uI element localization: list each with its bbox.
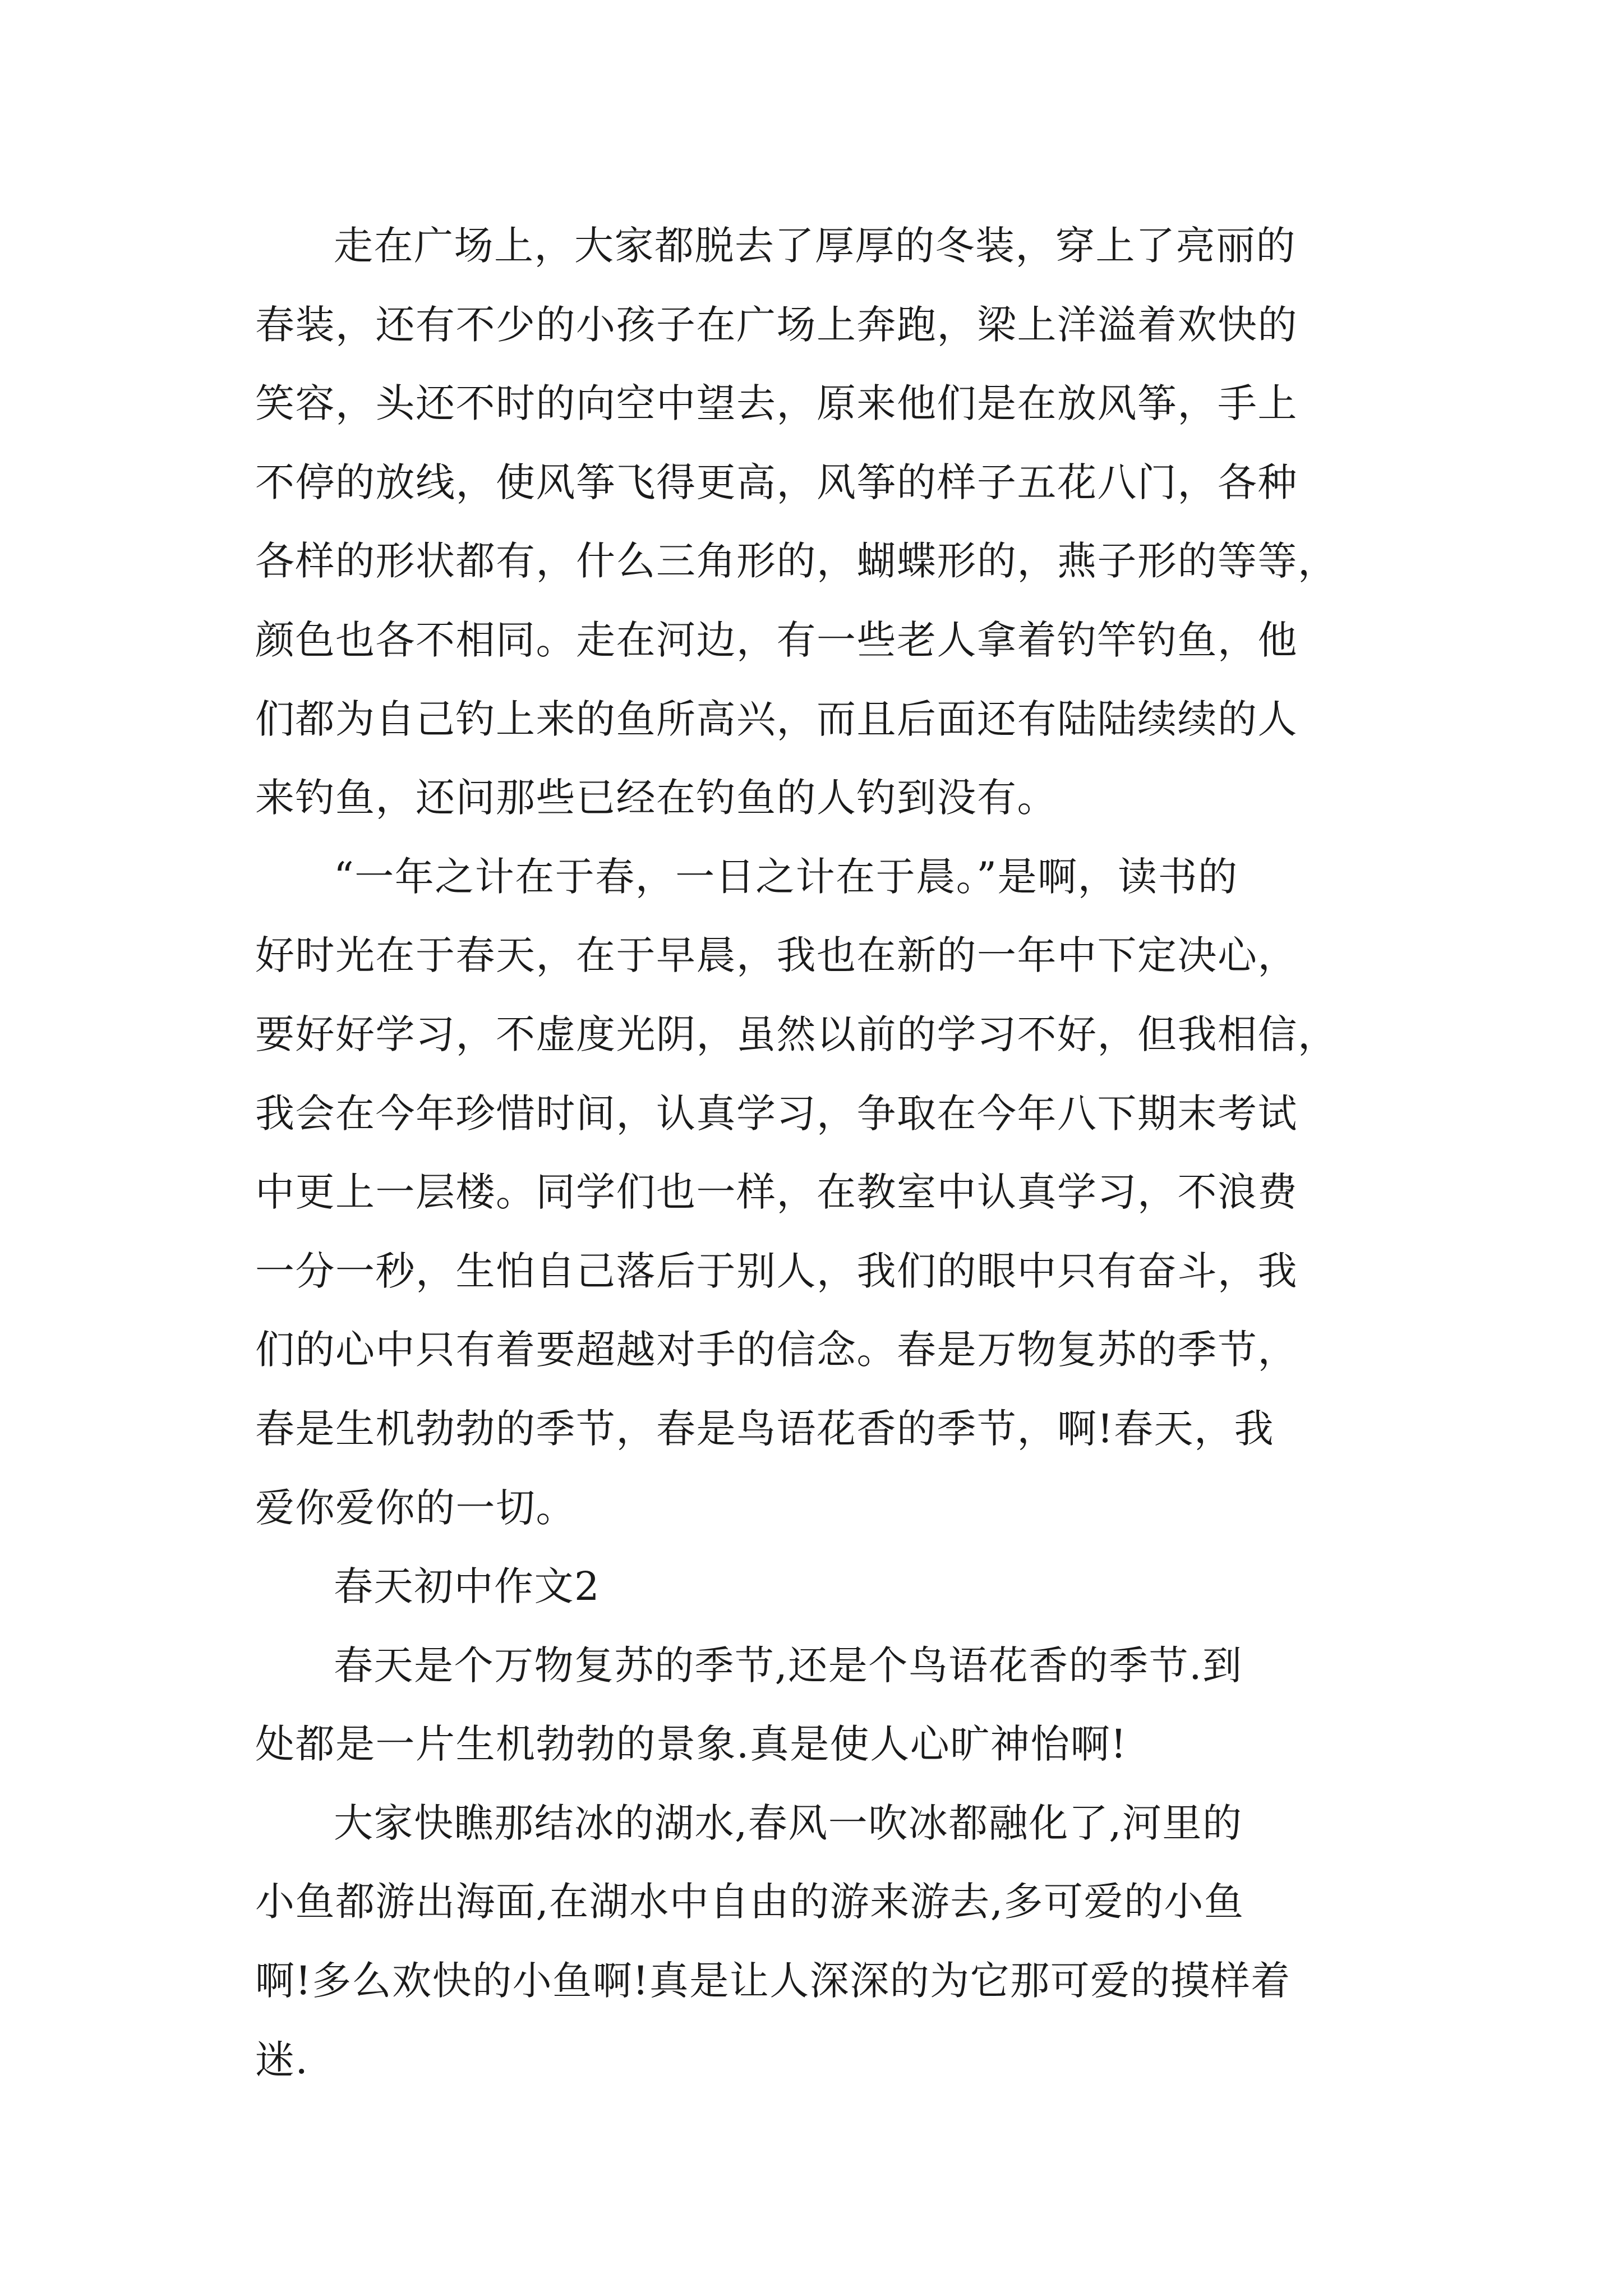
text-line: 们都为自己钓上来的鱼所高兴，而且后面还有陆陆续续的人 — [255, 696, 1298, 742]
text-line: 小鱼都游出海面,在湖水中自由的游来游去,多可爱的小鱼 — [255, 1879, 1244, 1925]
text-line: 啊!多么欢快的小鱼啊!真是让人深深的为它那可爱的摸样着 — [255, 1958, 1291, 2004]
section-title-text: 春天初中作文2 — [334, 1563, 601, 1610]
paragraph — [255, 838, 1405, 1547]
text-line: 颜色也各不相同。走在河边，有一些老人拿着钓竿钓鱼，他 — [255, 616, 1298, 663]
text-body — [255, 206, 1405, 2099]
paragraph — [255, 206, 1405, 838]
text-line: “一年之计在于春，一日之计在于晨。”是啊，读书的 — [334, 853, 1238, 900]
text-line: 来钓鱼，还问那些已经在钓鱼的人钓到没有。 — [255, 775, 1057, 821]
text-line: 一分一秒，生怕自己落后于别人，我们的眼中只有奋斗，我 — [255, 1248, 1298, 1294]
text-line: 走在广场上，大家都脱去了厚厚的冬装，穿上了亮丽的 — [334, 223, 1296, 269]
text-line: 要好好学习，不虚度光阴，虽然以前的学习不好，但我相信， — [255, 1011, 1338, 1057]
text-line: 不停的放线，使风筝飞得更高，风筝的样子五花八门，各种 — [255, 459, 1298, 505]
text-line: 爱你爱你的一切。 — [255, 1484, 576, 1531]
text-line: 我会在今年珍惜时间，认真学习，争取在今年八下期末考试 — [255, 1090, 1298, 1137]
text-line: 们的心中只有着要超越对手的信念。春是万物复苏的季节， — [255, 1327, 1298, 1373]
text-line: 各样的形状都有，什么三角形的，蝴蝶形的，燕子形的等等， — [255, 538, 1338, 585]
paragraph — [255, 1784, 1405, 2099]
text-line: 春天是个万物复苏的季节,还是个鸟语花香的季节.到 — [334, 1642, 1243, 1688]
text-line: 春装，还有不少的小孩子在广场上奔跑，梁上洋溢着欢快的 — [255, 301, 1298, 348]
text-line: 笑容，头还不时的向空中望去，原来他们是在放风筝，手上 — [255, 380, 1298, 427]
text-line: 春是生机勃勃的季节，春是鸟语花香的季节，啊!春天，我 — [255, 1405, 1275, 1452]
text-line: 中更上一层楼。同学们也一样，在教室中认真学习，不浪费 — [255, 1169, 1298, 1216]
text-line: 处都是一片生机勃勃的景象.真是使人心旷神怡啊! — [255, 1721, 1127, 1768]
text-line: 好时光在于春天，在于早晨，我也在新的一年中下定决心， — [255, 932, 1298, 979]
paragraph — [255, 1626, 1405, 1784]
section-title — [255, 1547, 1405, 1626]
text-line: 迷. — [255, 2036, 309, 2083]
text-line: 大家快瞧那结冰的湖水,春风一吹冰都融化了,河里的 — [334, 1800, 1243, 1846]
